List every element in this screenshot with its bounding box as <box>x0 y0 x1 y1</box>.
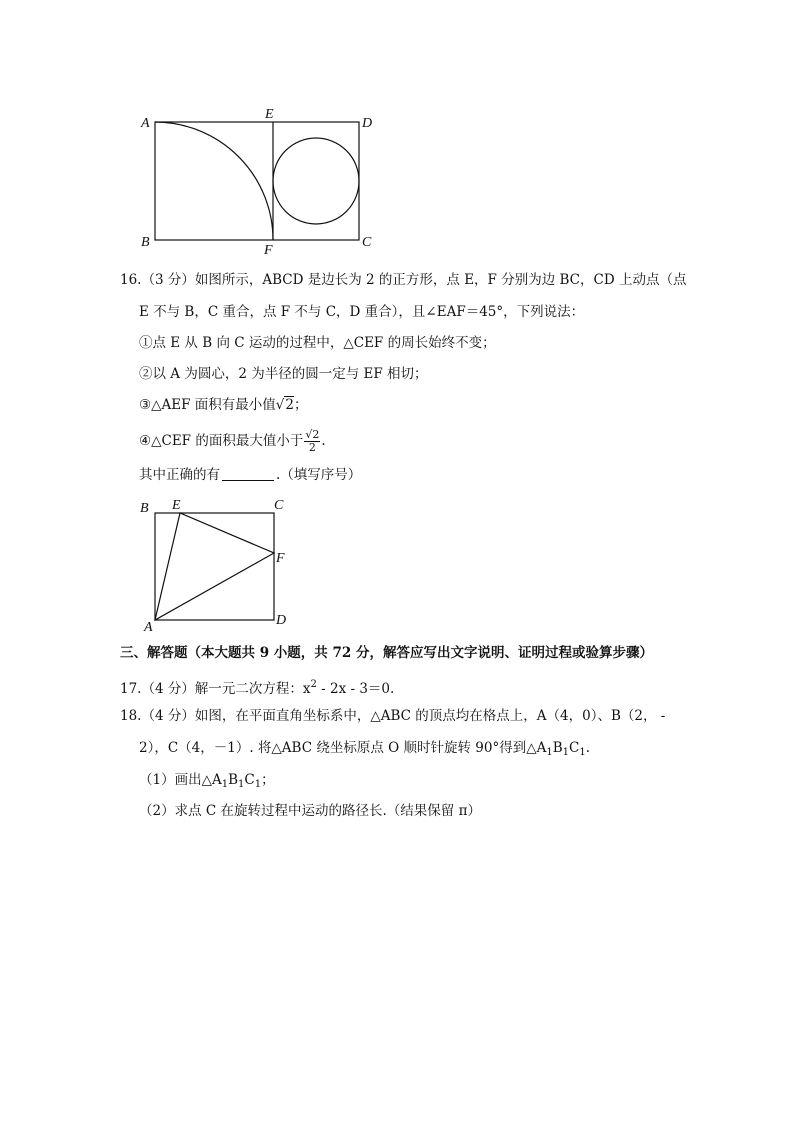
q16-stem-line1 <box>120 270 686 290</box>
label-c: C <box>362 235 372 250</box>
q16-item4: ④△CEF 的面积最大值小于 $\frac{√2}{2}$ . <box>139 428 326 454</box>
q17: 17.（4 分）解一元二次方程：$x^2 - 2x - 3=0$. <box>120 679 395 697</box>
q16-stem-line2: E 不与 B，C 重合，点 F 不与 C，D 重合），且∠EAF＝45°，下列说法： <box>139 304 585 320</box>
section-3-heading: 三、解答题（本大题共 9 小题，共 72 分，解答应写出文字说明、证明过程或验算步骤） <box>120 645 653 661</box>
q18-sub2: （2）求点 C 在旋转过程中运动的路径长.（结果保留 π） <box>139 803 481 819</box>
label-f: F <box>264 243 273 258</box>
quarter-arc <box>155 122 273 240</box>
label-b: B <box>141 235 150 250</box>
q16-item3: ③△AEF 面积有最小值√2； <box>139 397 308 413</box>
square-abcd <box>155 513 274 620</box>
q18-line2: 2），C（4，－1）. 将△ABC 绕坐标原点 O 顺时针旋转 90°得到$\triangle A_1B_1C_1$. <box>139 740 591 758</box>
q16-stem1: 如图所示，ABCD 是边长为 2 的正方形，点 E，F 分别为边 BC，CD 上动点（点 <box>194 272 687 288</box>
q16-item1: ①点 E 从 B 向 C 运动的过程中，△CEF 的周长始终不变； <box>139 335 496 351</box>
q18-line1: 18.（4 分）如图，在平面直角坐标系中，△ABC 的顶点均在格点上，A（4，0）、B（2， - <box>120 708 666 724</box>
label2-d: D <box>276 613 287 628</box>
label2-a: A <box>144 620 153 635</box>
q16-score: （3 分） <box>141 272 195 288</box>
inscribed-circle <box>273 138 359 224</box>
label2-f: F <box>276 551 285 566</box>
q18-sub1: （1）画出$\triangle A_1B_1C_1$； <box>139 772 275 790</box>
label2-b: B <box>140 501 149 516</box>
label2-e: E <box>172 498 181 513</box>
label-d: D <box>362 116 373 131</box>
triangle-aef <box>155 513 274 620</box>
q16-item2: ②以 A 为圆心，2 为半径的圆一定与 EF 相切； <box>139 366 428 382</box>
label2-c: C <box>274 498 284 513</box>
label-e: E <box>265 107 274 122</box>
q16-ask: 其中正确的有 .（填写序号） <box>139 467 362 483</box>
sqrt-radicand: 2 <box>285 397 294 413</box>
answer-blank[interactable] <box>222 466 274 481</box>
q16-number: 16. <box>120 272 142 288</box>
label-a: A <box>141 116 150 131</box>
fraction-root2-over-2: $\frac{√2}{2}$ <box>305 428 320 454</box>
